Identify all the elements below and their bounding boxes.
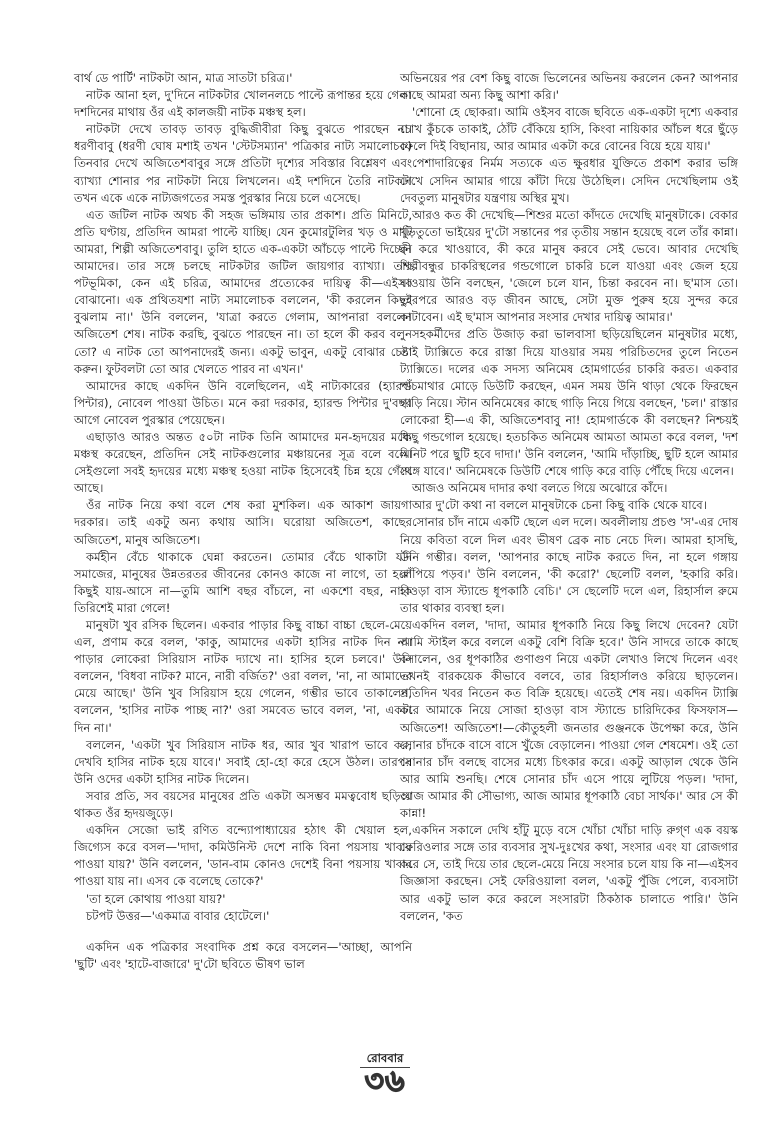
paragraph: আজও অনিমেষ দাদার কথা বলতে গিয়ে অঝোরে কাঁদে। [412, 481, 668, 496]
paragraph: সহকর্মীদের প্রতি উজাড় করা ভালবাসা ছড়িয়েছিলেন মানুষটার মধ্যে, তাই ট্যাক্সিতে করে রাস্তা দিয়ে যাওয়ার সময় পরিচিতদের তুলে নিতেন ট্যাক্সিতে। দলের এক সদস্য অনিমেষ হোমগার্ডের চাকরি করত। একবার পাঁচমাথার মোড়ে ডিউটি করছেন, এমন সময় উনি থাড়া থেকে ফিরছেন গাড়ি নিয়ে। স্টান অনিমেষের কাছে গাড়ি নিয়ে গিয়ে বলছেন, 'চল।' রাস্তার লোকেরা হী—এ কী, অজিতেশবাবু না! হোমগার্ডকে কী বলছেন? নিশ্চয়ই কিছু গন্ডগোল হয়েছে। হতচকিত অনিমেষ আমতা আমতা করে বলল, 'দশ মিনিট পরে ছুটি হবে দাদা।' উনি বললেন, 'আমি দাঁড়াচ্ছি, ছুটি হলে আমার সঙ্গে যাবে।' অনিমেষকে ডিউটি শেষে গাড়ি করে বাড়ি পৌঁছে দিয়ে এলেন। [400, 327, 738, 479]
magazine-name: রোববার [366, 1051, 404, 1065]
paragraph: এছাড়াও আরও অন্তত ৫০টা নাটক তিনি আমাদের মন-হৃদয়ের মধ্যে মঞ্চস্থ করেছেন, প্রতিদিন সেই নাটকগুলোর মঞ্চায়নের সূত্র বলে বলে। সেইগুলো সবই হৃদয়ের মধ্যে মঞ্চস্থ হওয়া নাটক হিসেবেই চিন্ন হয়ে গেঁথে আছে। [74, 429, 412, 496]
paragraph: কর্মহীন বেঁচে থাকাকে ঘেন্না করতেন। তোমার বেঁচে থাকাটা যদি সমাজের, মানুষের উন্নতরতর জীবনের কোনও কাজে না লাগে, তা হলে কিছুই যায়-আসে না—তুমি আশি বছর বাঁচলে, না একশো বছর, নাকি তিরিশেই মারা গেলে! [74, 549, 412, 615]
paragraph: একদিন সেজো ভাই রণিত বন্দ্যোপাধ্যায়ের হঠাৎ কী খেয়াল হল, জিগ্যেস করে বসল—'দাদা, কমিউনিস্ট দেশে নাকি বিনা পয়সায় খাবার পাওয়া যায়?' উনি বললেন, 'ডান-বাম কোনও দেশেই বিনা পয়সায় খাবার পাওয়া যায় না। এসব কে বলেছে তোকে?' [74, 823, 412, 889]
paragraph: একদিন বলল, 'দাদা, আমার ধূপকাঠি নিয়ে কিছু লিখে দেবেন? যেটা আমি স্টাইল করে বললে একটু বেশি বিক্রি হবে।' উনি সাদরে তাকে কাছে বসালেন, ওর ধূপকাঠির গুণাগুণ নিয়ে একটা লেখাও লিখে দিলেন এবং তখনই বারকয়েক কীভাবে বলবে, তার রিহার্সালও করিয়ে ছাড়লেন। প্রতিদিন খবর নিতেন কত বিক্রি হয়েছে। এতেই শেষ নয়। একদিন ট্যাক্সি করে আমাকে নিয়ে সোজা হাওড়া বাস স্ট্যান্ডে চারিদিকের ফিসফাস—অজিতেশ! অজিতেশ!—কৌতুহলী জনতার গুঞ্জনকে উপেক্ষা করে, উনি সোনার চাঁদকে বাসে বাসে খুঁজে বেড়ালেন। পাওয়া গেল শেষমেশ। ওই তো সোনার চাঁদ বলছে বাসের মধ্যে চিৎকার করে। একটু আড়াল থেকে উনি আর আমি শুনছি। শেষে সোনার চাঁদ এসে পায়ে লুটিয়ে পড়ল। 'দাদা, আজ আমার কী সৌভাগ্য, আজ আমার ধূপকাঠি বেচা সার্থক।' আর সে কী কান্না! [400, 618, 738, 821]
paragraph: মানুষটা খুব রসিক ছিলেন। একবার পাড়ার কিছু বাচ্চা বাচ্চা ছেলে-মেয়ে এল, প্রণাম করে বলল, 'কাকু, আমাদের একটা হাসির নাটক দিন না। পাড়ার লোকেরা সিরিয়াস নাটক দ্যাখে না। হাসির হলে চলবে।' উনি বললেন, 'বিধবা নাটক? মানে, নারী বর্জিত?' ওরা বলল, 'না, না আমাদের মেয়ে আছে।' উনি খুব সিরিয়াস হয়ে গেলেন, গম্ভীর ভাবে তাকালেন, বললেন, 'হাসির নাটক পাচ্ছ না?' ওরা সমবেত ভাবে বলল, 'না, একটা দিন না।' [74, 618, 412, 735]
paragraph: এত জটিল নাটক অথচ কী সহজ ভঙ্গিমায় তার প্রকাশ। প্রতি মিনিটে, প্রতি ঘণ্টায়, প্রতিদিন আমরা পাল্টে যাচ্ছি। যেন কুমোরটুলির খড় ও মাটি আমরা, শিল্পী অজিতেশবাবু। তুলি হাতে এক-একটা আঁচড়ে পাল্টে দিচ্ছেন আমাদের। তার সঙ্গে চলছে নাটকটার জটিল জায়গার ব্যাখ্যা। তার পটভূমিকা, কেন এই চরিত্র, আমাদের প্রত্যেকের দায়িত্ব কী—এইসব বোঝানো। এক প্রথিতযশা নাট্য সমালোচক বললেন, 'কী করলেন কিছুই বুঝলাম না।' উনি বললেন, 'যাত্রা করতে গেলাম, আপনারা বললেন অজিতেশ শেষ। নাটক করছি, বুঝতে পারছেন না। তা হলে কী করব বলুন তো? এ নাটক তো আপনাদেরই জন্য। একটু ভাবুন, একটু বোঝার চেষ্টা করুন। ফুটবলটা তো আর খেলতে পারব না এখন।' [74, 207, 413, 376]
paragraph: অভিনয়ের পর বেশ কিছু বাজে ভিলেনের অভিনয় করলেন কেন? আপনার কাছে আমরা অন্য কিছু আশা করি।' [400, 71, 738, 103]
paragraph: আর দু'টো কথা না বললে মানুষটাকে চেনা কিছু বাকি থেকে যাবে। [412, 498, 707, 513]
page-number: ৩৬ [364, 1064, 406, 1099]
paragraph: সোনার চাঁদ নামে একটি ছেলে এল দলে। অবলীলায় প্রচণ্ড 'স'-এর দোষ নিয়ে কবিতা বলে দিল এবং ভীষণ ব্রেক নাচ নেচে দিল। আমরা হাসছি, উনি গম্ভীর। বলল, 'আপনার কাছে নাটক করতে দিন, না হলে গঙ্গায় ঝাঁপিয়ে পড়ব।' উনি বললেন, 'কী করো?' ছেলেটি বলল, 'হকারি করি। হাওড়া বাস স্ট্যান্ডে ধূপকাঠি বেচি।' সে ছেলেটি দলে এল, রিহার্সাল রুমে তার থাকার ব্যবস্থা হল। [400, 515, 738, 615]
paragraph: 'শোনো হে ছোকরা। আমি ওইসব বাজে ছবিতে এক-একটা দৃশ্যে একবার চোখ কুঁচকে তাকাই, ঠোঁট বেঁকিয়ে হাসি, কিংবা নায়িকার আঁচল ধরে ছুঁড়ে ফেলে দিই বিছানায়, আর আমার একটা করে বোনের বিয়ে হয়ে যায়।' [400, 105, 738, 154]
paragraph: আমাদের কাছে একদিন উনি বলেছিলেন, এই নাট্যকারের (হ্যারল্ড পিন্টার), নোবেল পাওয়া উচিত। মনে করা দরকার, হ্যারল্ড পিন্টার দু'বছর আগে নোবেল পুরস্কার পেয়েছেন। [74, 378, 412, 427]
paragraph: সবার প্রতি, সব বয়সের মানুষের প্রতি একটা অসম্ভব মমত্ববোধ ছড়িয়ে থাকত ওঁর হৃদয়জুড়ে। [74, 788, 412, 821]
paragraph: নাটক আনা হল, দু'দিনে নাটকটার খোলনলচে পাল্টে রূপান্তর হয়ে গেল। দশদিনের মাথায় ওঁর এই কালজয়ী নাটক মঞ্চস্থ হল। [74, 88, 412, 120]
paragraph: একদিন এক পত্রিকার সংবাদিক প্রশ্ন করে বসলেন—'আচ্ছা, আপনি 'ছুটি' এবং 'হাটে-বাজারে' দু'টো ছবিতে ভীষণ ভাল [74, 939, 412, 971]
dialogue-line: চটপট উত্তর—'একমাত্র বাবার হোটেলে।' [86, 908, 270, 923]
paragraph: বললেন, 'একটা খুব সিরিয়াস নাটক ধর, আর খুব খারাপ ভাবে কর, দেখবি হাসির নাটক হয়ে যাবে।' সবাই হো-হো করে হেসে উঠল। তারপর উনি ওদের একটা হাসির নাটক দিলেন। [74, 737, 412, 786]
paragraph: ওঁর নাটক নিয়ে কথা বলে শেষ করা মুশকিল। এক আকাশ জায়গা দরকার। তাই একটু অন্য কথায় আসি। ঘরোয়া অজিতেশ, কাছের অজিতেশ, মানুষ অজিতেশ। [74, 498, 412, 547]
paragraph: নাটকটা দেখে তাবড় তাবড় বুদ্ধিজীবীরা কিছু বুঝতে পারছেন না। ধরণীবাবু (ধরণী ঘোষ মশাই তখন 'স্টেটসম্যান' পত্রিকার নাট্য সমালোচক) তিনবার দেখে অজিতেশবাবুর সঙ্গে প্রতিটা দৃশ্যের সবিস্তার বিশ্লেষণ এবং ব্যাখ্যা শোনার পর নাটকটা নিয়ে লিখলেন। এই দশদিনে তৈরি নাটকটা তখন একে একে নাট্যজগতের সমস্ত পুরস্কার নিয়ে চলে এসেছে। [74, 122, 412, 205]
left-column [74, 70, 412, 973]
dialogue-line: 'তা হলে কোথায় পাওয়া যায়?' [86, 891, 226, 906]
paragraph: আরও কত কী দেখেছি—শিশুর মতো কাঁদতে দেখেছি মানুষটাকে। বেকার খুড়তুতো ভাইয়ের দু'টো সন্তানের পর তৃতীয় সন্তান হয়েছে বলে তাঁর কান্না। কী করে খাওয়াবে, কী করে মানুষ করবে সেই ভেবে। আবার দেখেছি শিল্পীবন্ধুর চাকরিস্থলের গন্ডগোলে চাকরি চলে যাওয়া এবং জেল হয়ে যাওয়ায় উনি বলছেন, 'জেলে চলে যান, চিন্তা করবেন না। ছ'মাস তো। তারপরে আরও বড় জীবন আছে, সেটা মুক্ত পুরুষ হয়ে সুন্দর করে কাটাবেন। এই ছ'মাস আপনার সংসার দেখার দায়িত্ব আমার।' [400, 207, 738, 325]
right-column [400, 70, 738, 925]
paragraph: বার্থ ডে পার্টি' নাটকটা আন, মাত্র সাতটা চরিত্র।' [74, 71, 293, 85]
paragraph: পেশাদারিত্বের নির্মম সত্যকে এত ক্ষুরধার যুক্তিতে প্রকাশ করার ভঙ্গি দেখে সেদিন আমার গায়ে কাঁটা দিয়ে উঠেছিল। সেদিন দেখেছিলাম ওই দেবতুল্য মানুষটার যন্ত্রণায় অস্থির মুখ। [400, 156, 738, 205]
paragraph: একদিন সকালে দেখি হাঁটু মুড়ে বসে খোঁচা খোঁচা দাড়ি রুগ্ণ এক বয়স্ক ফেরিওলার সঙ্গে তার ব্যবসার সুখ-দুঃখের কথা, সংসার এবং যা রোজগার করে সে, তাই দিয়ে তার ছেলে-মেয়ে নিয়ে সংসার চলে যায় কি না—এইসব জিজ্ঞাসা করছেন। সেই ফেরিওয়ালা বলল, 'একটু পুঁজি পেলে, ব্যবসাটা আর একটু ভাল করে করলে সংসারটা ঠিকঠাক চালাতে পারি।' উনি বললেন, 'কত [400, 823, 738, 923]
